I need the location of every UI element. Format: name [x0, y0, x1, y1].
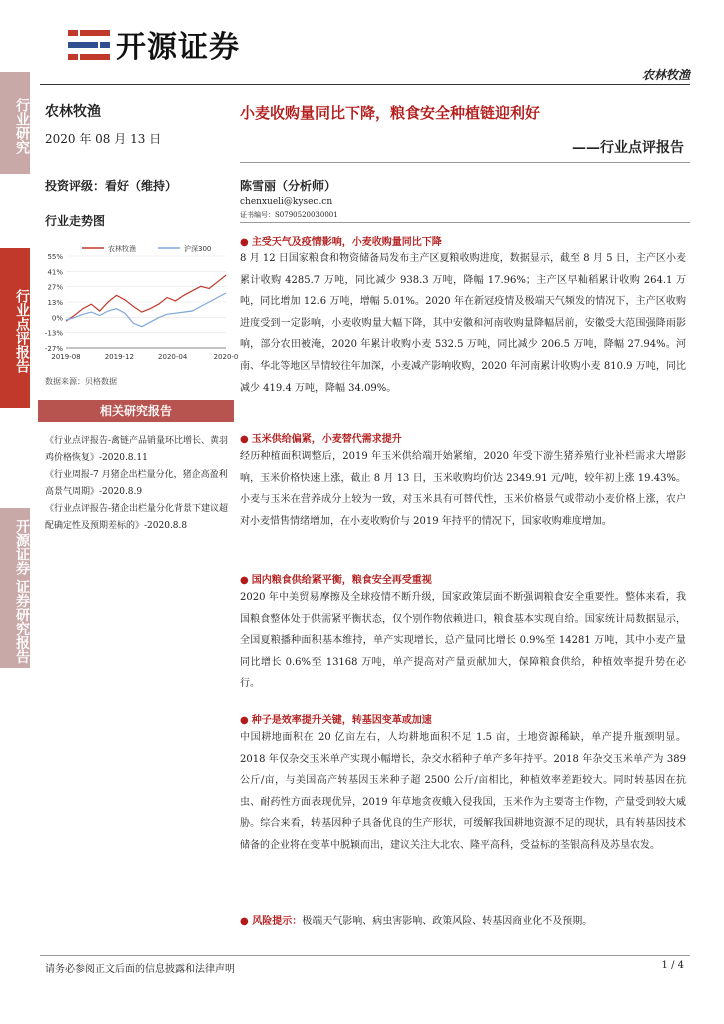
side-tab-report-type: 行业点评报告	[0, 248, 30, 408]
x-tick-label: 2019-08	[51, 353, 81, 361]
report-title: 小麦收购量同比下降，粮食安全种植链迎利好	[240, 104, 541, 122]
footer-divider	[40, 955, 690, 956]
section-heading: ● 玉米供给偏紧，小麦替代需求提升	[240, 434, 402, 445]
section-heading: ● 国内粮食供给紧平衡，粮食安全再受重视	[240, 575, 432, 586]
analyst-cert: 证书编号：S0790520030001	[240, 211, 338, 219]
x-tick-label: 2019-12	[104, 353, 134, 361]
investment-rating: 投资评级：看好（维持）	[45, 179, 178, 193]
section-body: 中国耕地面积在 20 亿亩左右，人均耕地面积不足 1.5 亩，土地资源稀缺，单产提升瓶颈明显。2018 年仅杂交玉米单产实现小幅增长，杂交水稻种子单产多年持平。2018 年杂交玉米单产为 389 公斤/亩，与美国高产转基因玉米种子超 2500 公斤/亩相比，种植效率差距较大。同时转基因在抗虫、耐药性方面表现优异，2019 年草地贪夜蛾入侵我国，玉米作为主要寄主作物，产量受到较大威胁。综合来看，转基因种子具备优良的生产形状，可缓解我国耕地资源不足的现状，具有转基因技术储备的企业将在变革中脱颖而出，建议关注大北农、隆平高科，受益标的荃银高科及苏垦农发。	[240, 732, 686, 851]
bullet-icon: ●	[240, 434, 249, 445]
footer-disclaimer: 请务必参阅正文后面的信息披露和法律声明	[45, 964, 235, 975]
related-report-item[interactable]: 《行业周报-7 月猪企出栏量分化，猪企高盈利高景气周期》-2020.8.9	[45, 470, 228, 497]
side-tab-research: 行业研究	[0, 72, 30, 174]
bullet-icon: ●	[240, 715, 249, 726]
y-tick-label: 41%	[47, 268, 63, 277]
y-tick-label: 13%	[47, 299, 63, 307]
brand-name: 开源证券	[116, 30, 240, 65]
section-heading: ● 种子是效率提升关键，转基因变革或加速	[240, 715, 432, 726]
x-tick-label: 2020-04	[158, 353, 188, 361]
bullet-icon: ●	[240, 237, 249, 248]
page-number: 1 / 4	[661, 960, 684, 971]
section-body: 2020 年中美贸易摩擦及全球疫情不断升级，国家政策层面不断强调粮食安全重要性。整体来看，我国粮食整体处于供需紧平衡状态，仅个别作物依赖进口，粮食基本实现自给。国家统计局数据显示，全国夏粮播种面积基本维持，单产实现增长，总产量同比增长 0.9%至 14281 万吨，其中小麦产量同比增长 0.6%至 13168 万吨，单产提高对产量贡献加大，保障粮食供给，种植效率提升势在必行。	[240, 592, 686, 690]
data-source: 数据来源：贝格数据	[45, 377, 117, 386]
related-reports-title: 相关研究报告	[38, 400, 234, 422]
report-date: 2020 年 08 月 13 日	[45, 132, 162, 146]
header-divider	[40, 84, 690, 85]
company-logo	[64, 22, 124, 68]
trend-chart	[36, 240, 239, 368]
analyst-name: 陈雪丽（分析师）	[240, 179, 337, 193]
bullet-icon: ●	[240, 916, 249, 927]
risk-warning: ● 风险提示：极端天气影响、病虫害影响、政策风险、转基因商业化不及预期。	[240, 916, 593, 927]
related-report-item[interactable]: 《行业点评报告-禽链产品销量环比增长、黄羽鸡价格恢复》-2020.8.11	[45, 436, 229, 463]
y-tick-label: 55%	[47, 253, 63, 261]
header-category: 农林牧渔	[641, 68, 690, 82]
report-subtitle: ——行业点评报告	[572, 140, 684, 156]
series-line	[66, 275, 226, 321]
x-tick-label: 2020-0	[213, 353, 239, 361]
y-tick-label: 0%	[51, 314, 63, 323]
author-divider	[240, 222, 690, 223]
y-tick-label: -13%	[44, 329, 63, 338]
legend-label: 沪深300	[184, 245, 212, 253]
legend-label: 农林牧渔	[108, 245, 136, 253]
related-report-item[interactable]: 《行业点评报告-猪企出栏量分化背景下建议超配确定性及预期差标的》-2020.8.8	[45, 504, 229, 531]
y-tick-label: -27%	[44, 345, 63, 353]
section-body: 8 月 12 日国家粮食和物资储备局发布主产区夏粮收购进度，数据显示，截至 8 月 5 日，主产区小麦累计收购 4285.7 万吨，同比减少 938.3 万吨，降幅 17.96%；主产区早籼稻累计收购 264.1 万吨，同比增加 12.6 万吨，增幅 5.01%。2020 年在新冠疫情及极端天气频发的情况下，主产区收购进度受到一定影响，小麦收购量大幅下降，其中安徽和河南收购量降幅居前，安徽受大范围强降雨影响，部分农田被淹，2020 年累计收购小麦 532.5 万吨，同比减少 206.5 万吨，降幅 27.94%。河南、华北等地区旱情较往年加深，小麦减产影响收购，2020 年河南累计收购小麦 810.9 万吨，同比减少 419.4 万吨，降幅 34.09%。	[240, 253, 686, 394]
trend-chart-title: 行业走势图	[45, 214, 106, 228]
section-heading: ● 主受天气及疫情影响，小麦收购量同比下降	[240, 237, 442, 248]
title-divider	[240, 162, 690, 163]
sector-label: 农林牧渔	[45, 104, 101, 120]
bullet-icon: ●	[240, 575, 249, 586]
related-reports-list	[45, 433, 231, 535]
section-body: 经历种植面积调整后，2019 年玉米供给端开始紧缩，2020 年受下游生猪养殖行业补栏需求大增影响，玉米价格快速上涨，截止 8 月 13 日，玉米收购均价达 2349.91 元/吨，较年初上涨 19.43%。小麦与玉米在营养成分上较为一致，对玉米具有可替代性，玉米价格景气或带动小麦价格上涨，农户对小麦惜售情绪增加，在小麦收购价与 2019 年持平的情况下，国家收购难度增加。	[240, 451, 686, 527]
side-tab-brand: 开源证券 证券研究报告	[0, 508, 30, 668]
y-tick-label: 27%	[47, 283, 63, 292]
analyst-email[interactable]: chenxueli@kysec.cn	[240, 197, 333, 207]
